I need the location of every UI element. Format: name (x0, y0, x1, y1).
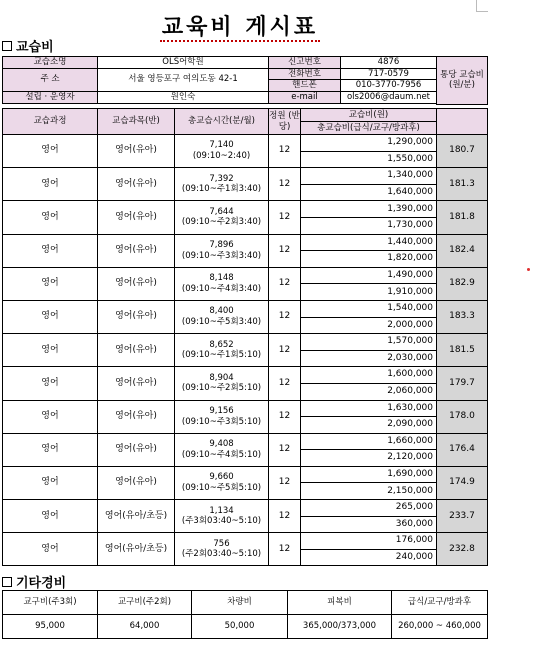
red-marker-dot (527, 268, 530, 271)
other-value-cell: 95,000 (3, 615, 98, 639)
tuition-fee-cell: 1,600,000 (301, 367, 437, 384)
rate-cell: 232.8 (437, 533, 488, 566)
fee-row (3, 400, 488, 417)
tuition-fee-cell: 1,540,000 (301, 300, 437, 317)
subject-cell: 영어(유아) (98, 433, 175, 466)
other-value-cell: 64,000 (98, 615, 192, 639)
total-minutes: 7,140 (209, 140, 234, 151)
total-fee-cell: 1,820,000 (301, 251, 437, 268)
founder-value: 원인숙 (98, 91, 269, 103)
total-fee-cell: 2,000,000 (301, 317, 437, 334)
tuition-fee-cell: 1,390,000 (301, 201, 437, 218)
school-name-value: OLS어학원 (98, 57, 269, 69)
school-name-label: 교습소명 (3, 57, 98, 69)
total-time-cell (175, 135, 269, 168)
total-time-cell (175, 433, 269, 466)
other-header-cell: 교구비(주2회) (98, 591, 192, 615)
total-fee-cell: 2,060,000 (301, 383, 437, 400)
capacity-cell: 12 (269, 466, 301, 499)
header-subject: 교습과목(반) (98, 109, 175, 135)
email-label: e-mail (269, 91, 341, 103)
address-label: 주 소 (3, 68, 98, 91)
schedule-text: (09:10~주5회5:10) (181, 482, 262, 493)
mobile-value: 010-3770-7956 (341, 80, 437, 92)
capacity-cell: 12 (269, 267, 301, 300)
capacity-cell: 12 (269, 334, 301, 367)
total-minutes: 7,392 (209, 173, 234, 184)
tuition-fee-cell: 1,660,000 (301, 433, 437, 450)
total-minutes: 9,660 (209, 472, 234, 483)
section-heading-tuition: 교습비 (2, 36, 54, 55)
fee-row (3, 500, 488, 517)
schedule-text: (09:10~주3회3:40) (181, 250, 262, 261)
rate-cell: 174.9 (437, 466, 488, 499)
course-cell: 영어 (3, 334, 98, 367)
other-header-cell: 차량비 (192, 591, 288, 615)
total-time-cell (175, 400, 269, 433)
founder-label: 설립 · 운영자 (3, 91, 98, 103)
schedule-text: (주2회03:40~5:10) (181, 549, 262, 560)
rate-cell: 233.7 (437, 500, 488, 533)
course-cell: 영어 (3, 267, 98, 300)
total-fee-cell: 2,120,000 (301, 450, 437, 467)
course-cell: 영어 (3, 466, 98, 499)
total-time-cell (175, 234, 269, 267)
course-cell: 영어 (3, 234, 98, 267)
header-total-time: 총교습시간(분/월) (175, 109, 269, 135)
rate-cell: 183.3 (437, 300, 488, 333)
fee-row (3, 433, 488, 450)
fee-row (3, 168, 488, 185)
total-minutes: 1,134 (209, 505, 234, 516)
tuition-fee-cell: 1,690,000 (301, 466, 437, 483)
header-fee-detail: 총교습비(급식/교구/방과후) (301, 122, 437, 135)
total-fee-cell: 240,000 (301, 549, 437, 566)
schedule-text: (09:10~주2회5:10) (181, 383, 262, 394)
header-course: 교습과정 (3, 109, 98, 135)
subject-cell: 영어(유아) (98, 466, 175, 499)
schedule-text: (09:10~주3회5:10) (181, 416, 262, 427)
total-fee-cell: 2,150,000 (301, 483, 437, 500)
fee-table (2, 108, 488, 566)
subject-cell: 영어(유아) (98, 334, 175, 367)
subject-cell: 영어(유아) (98, 400, 175, 433)
fee-row (3, 135, 488, 152)
total-minutes: 756 (213, 538, 230, 549)
capacity-cell: 12 (269, 533, 301, 566)
total-fee-cell: 1,910,000 (301, 284, 437, 301)
rate-cell: 182.4 (437, 234, 488, 267)
total-time-cell (175, 500, 269, 533)
total-fee-cell: 360,000 (301, 516, 437, 533)
section-heading-other: 기타경비 (2, 572, 66, 591)
capacity-cell: 12 (269, 168, 301, 201)
fee-row (3, 466, 488, 483)
checkbox-square-icon (2, 577, 12, 587)
capacity-cell: 12 (269, 500, 301, 533)
fee-row (3, 234, 488, 251)
capacity-cell: 12 (269, 400, 301, 433)
subject-cell: 영어(유아) (98, 234, 175, 267)
total-fee-cell: 1,640,000 (301, 184, 437, 201)
course-cell: 영어 (3, 500, 98, 533)
course-cell: 영어 (3, 300, 98, 333)
rate-header: 통당 교습비 (원/분) (437, 57, 488, 105)
info-table (2, 56, 488, 105)
total-minutes: 9,408 (209, 439, 234, 450)
fee-row (3, 533, 488, 550)
capacity-cell: 12 (269, 135, 301, 168)
fee-row (3, 300, 488, 317)
course-cell: 영어 (3, 135, 98, 168)
total-minutes: 7,644 (209, 206, 234, 217)
total-time-cell (175, 466, 269, 499)
total-minutes: 7,896 (209, 240, 234, 251)
total-time-cell (175, 168, 269, 201)
course-cell: 영어 (3, 201, 98, 234)
subject-cell: 영어(유아/초등) (98, 533, 175, 566)
schedule-text: (09:10~주2회3:40) (181, 217, 262, 228)
tuition-fee-cell: 176,000 (301, 533, 437, 550)
capacity-cell: 12 (269, 367, 301, 400)
subject-cell: 영어(유아) (98, 168, 175, 201)
schedule-text: (09:10~2:40) (192, 151, 251, 162)
schedule-text: (09:10~주4회5:10) (181, 449, 262, 460)
schedule-text: (주3회03:40~5:10) (181, 516, 262, 527)
total-minutes: 8,652 (209, 339, 234, 350)
rate-cell: 181.3 (437, 168, 488, 201)
course-cell: 영어 (3, 367, 98, 400)
total-time-cell (175, 300, 269, 333)
total-minutes: 8,400 (209, 306, 234, 317)
capacity-cell: 12 (269, 201, 301, 234)
fee-row (3, 267, 488, 284)
tuition-fee-cell: 1,290,000 (301, 135, 437, 152)
total-time-cell (175, 267, 269, 300)
total-fee-cell: 1,550,000 (301, 151, 437, 168)
address-value: 서울 영등포구 여의도동 42-1 (98, 68, 269, 91)
schedule-text: (09:10~주4회3:40) (181, 283, 262, 294)
course-cell: 영어 (3, 168, 98, 201)
total-time-cell (175, 367, 269, 400)
subject-cell: 영어(유아) (98, 201, 175, 234)
fee-row (3, 201, 488, 218)
total-fee-cell: 2,030,000 (301, 350, 437, 367)
other-expenses-table (2, 590, 488, 639)
header-fee-group: 교습비(원) (301, 109, 437, 122)
rate-cell: 178.0 (437, 400, 488, 433)
subject-cell: 영어(유아) (98, 135, 175, 168)
phone-value: 717-0579 (341, 68, 437, 80)
subject-cell: 영어(유아) (98, 267, 175, 300)
total-minutes: 9,156 (209, 405, 234, 416)
capacity-cell: 12 (269, 433, 301, 466)
fee-row (3, 367, 488, 384)
capacity-cell: 12 (269, 300, 301, 333)
fee-row (3, 334, 488, 351)
rate-cell: 182.9 (437, 267, 488, 300)
total-time-cell (175, 533, 269, 566)
total-fee-cell: 2,090,000 (301, 417, 437, 434)
reg-number-value: 4876 (341, 57, 437, 69)
tuition-fee-cell: 1,440,000 (301, 234, 437, 251)
total-time-cell (175, 201, 269, 234)
tuition-fee-cell: 265,000 (301, 500, 437, 517)
rate-cell: 181.8 (437, 201, 488, 234)
other-value-cell: 50,000 (192, 615, 288, 639)
other-header-cell: 급식/교구/방과후 (392, 591, 488, 615)
subject-cell: 영어(유아) (98, 300, 175, 333)
schedule-text: (09:10~주1회5:10) (181, 350, 262, 361)
rate-cell: 181.5 (437, 334, 488, 367)
header-rate-cont (437, 109, 488, 135)
rate-cell: 179.7 (437, 367, 488, 400)
header-capacity: 정원 (반당) (269, 109, 301, 135)
other-header-cell: 피복비 (288, 591, 392, 615)
schedule-text: (09:10~주5회3:40) (181, 317, 262, 328)
mobile-label: 핸드폰 (269, 80, 341, 92)
tuition-fee-cell: 1,570,000 (301, 334, 437, 351)
tuition-fee-cell: 1,340,000 (301, 168, 437, 185)
total-fee-cell: 1,730,000 (301, 217, 437, 234)
reg-number-label: 신고번호 (269, 57, 341, 69)
course-cell: 영어 (3, 433, 98, 466)
checkbox-square-icon (2, 41, 12, 51)
email-value: ols2006@daum.net (341, 91, 437, 103)
subject-cell: 영어(유아) (98, 367, 175, 400)
tuition-fee-cell: 1,490,000 (301, 267, 437, 284)
phone-label: 전화번호 (269, 68, 341, 80)
total-minutes: 8,904 (209, 372, 234, 383)
course-cell: 영어 (3, 533, 98, 566)
capacity-cell: 12 (269, 234, 301, 267)
subject-cell: 영어(유아/초등) (98, 500, 175, 533)
total-minutes: 8,148 (209, 273, 234, 284)
course-cell: 영어 (3, 400, 98, 433)
page-title: 교육비 게시표 (161, 14, 319, 40)
schedule-text: (09:10~주1회3:40) (181, 184, 262, 195)
other-value-cell: 365,000/373,000 (288, 615, 392, 639)
rate-cell: 180.7 (437, 135, 488, 168)
other-value-cell: 260,000 ~ 460,000 (392, 615, 488, 639)
total-time-cell (175, 334, 269, 367)
rate-cell: 176.4 (437, 433, 488, 466)
tuition-fee-cell: 1,630,000 (301, 400, 437, 417)
other-header-cell: 교구비(주3회) (3, 591, 98, 615)
